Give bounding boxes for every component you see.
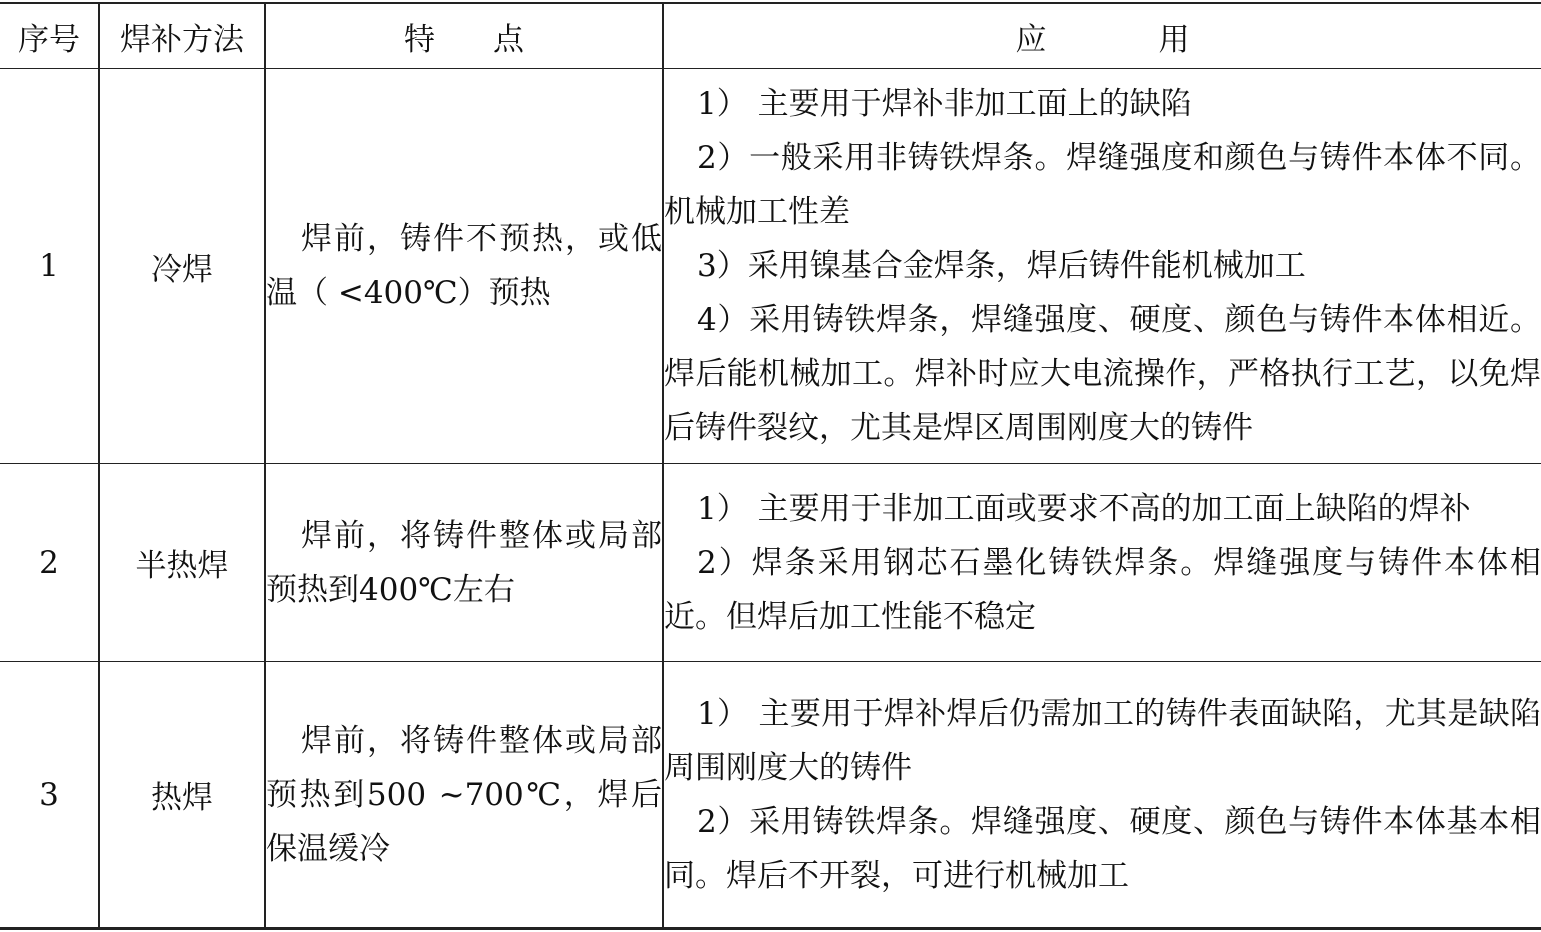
header-feature-part1: 特 [404,21,435,58]
application-item: 4）采用铸铁焊条，焊缝强度、硬度、颜色与铸件本体相近。焊后能机械加工。焊补时应大电流操作，严格执行工艺，以免焊后铸件裂纹，尤其是焊区周围刚度大的铸件 [664,302,1541,446]
application-item: 1） 主要用于焊补非加工面上的缺陷 [697,86,1192,122]
header-feature-part2: 点 [493,21,524,58]
row-applications [663,464,1541,662]
header-application [663,3,1541,69]
application-item: 1） 主要用于焊补焊后仍需加工的铸件表面缺陷，尤其是缺陷周围刚度大的铸件 [664,695,1541,786]
application-item: 3）采用镍基合金焊条，焊后铸件能机械加工 [697,248,1306,284]
row-feature [265,69,663,464]
header-application-part1: 应 [1015,21,1047,58]
header-method: 焊补方法 [99,3,265,69]
table-row [0,464,1541,662]
application-item: 2）一般采用非铸铁焊条。焊缝强度和颜色与铸件本体不同。机械加工性差 [664,140,1541,230]
table-row [0,69,1541,464]
row-method: 冷焊 [99,69,265,464]
weld-repair-table [0,2,1541,930]
header-feature [265,3,663,69]
header-number: 序号 [0,3,99,69]
row-applications [663,662,1541,929]
row-feature [265,662,663,929]
row-number: 2 [0,464,99,662]
application-item: 2）采用铸铁焊条。焊缝强度、硬度、颜色与铸件本体基本相同。焊后不开裂，可进行机械加工 [664,803,1541,894]
row-feature-text: 焊前，将铸件整体或局部预热到400℃左右 [266,517,662,608]
row-feature-text: 焊前，铸件不预热，或低温（ <400℃）预热 [266,221,662,311]
application-item: 2）焊条采用钢芯石墨化铸铁焊条。焊缝强度与铸件本体相近。但焊后加工性能不稳定 [664,544,1541,635]
table-row [0,662,1541,929]
application-item: 1） 主要用于非加工面或要求不高的加工面上缺陷的焊补 [697,490,1471,527]
row-applications [663,69,1541,464]
row-method: 热焊 [99,662,265,929]
row-number: 3 [0,662,99,929]
header-application-part2: 用 [1158,21,1190,58]
header-row [0,3,1541,69]
row-feature-text: 焊前，将铸件整体或局部预热到500 ~700℃，焊后保温缓冷 [266,722,662,867]
row-number: 1 [0,69,99,464]
row-method: 半热焊 [99,464,265,662]
row-feature [265,464,663,662]
